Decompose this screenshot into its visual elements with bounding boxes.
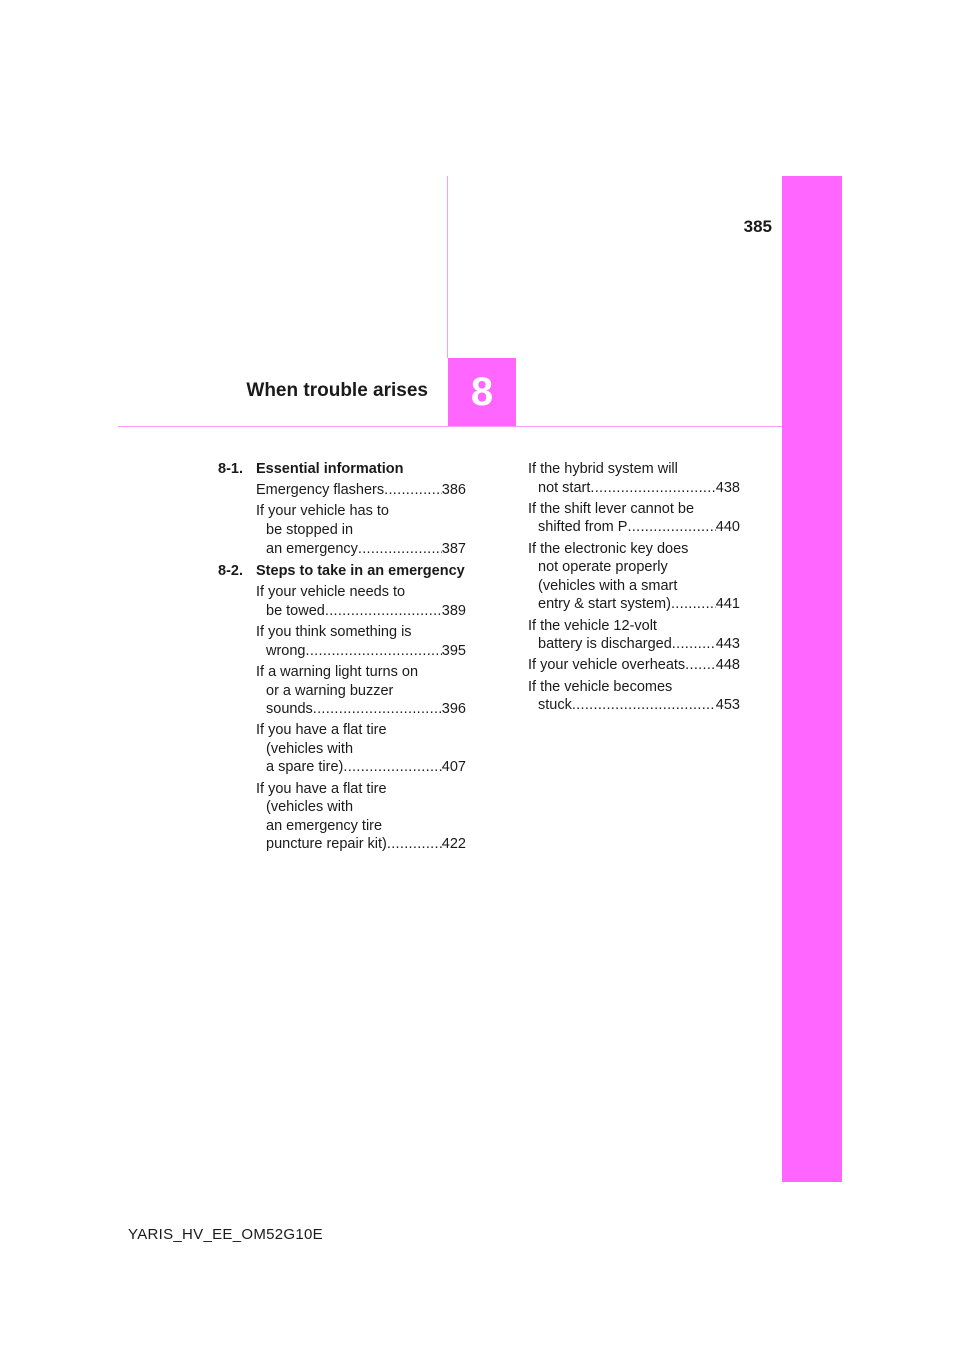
entry-text: (vehicles with a smart — [538, 577, 678, 594]
header-horizontal-rule — [118, 426, 782, 427]
toc-entry[interactable] — [528, 460, 740, 497]
toc-entry[interactable] — [528, 500, 740, 537]
dot-leader — [590, 479, 715, 498]
entry-text: If you have a flat tire — [256, 722, 387, 739]
dot-leader — [672, 635, 716, 654]
section-title[interactable]: Essential information — [256, 461, 404, 477]
toc-section — [218, 460, 466, 479]
dot-leader — [358, 540, 442, 559]
toc-entry[interactable] — [528, 617, 740, 654]
toc-entry[interactable] — [528, 540, 740, 614]
dot-leader — [685, 656, 716, 675]
entry-text: an emergency tire — [266, 817, 383, 834]
entry-page: 438 — [715, 479, 740, 496]
entry-text: If the vehicle becomes — [528, 678, 673, 695]
entry-text: battery is discharged — [538, 636, 672, 653]
entry-text: be towed — [266, 602, 325, 619]
entry-page: 422 — [441, 836, 466, 853]
toc-entry[interactable] — [256, 780, 466, 854]
toc-entry[interactable] — [528, 656, 740, 675]
dot-leader — [627, 518, 715, 537]
entry-text: If the vehicle 12-volt — [528, 617, 657, 634]
header-vertical-rule — [447, 176, 448, 358]
entry-text: If you think something is — [256, 624, 412, 641]
entry-page: 440 — [715, 519, 740, 536]
toc-entry[interactable] — [256, 583, 466, 620]
toc-right-column — [528, 460, 740, 715]
toc-entry[interactable] — [256, 623, 466, 660]
toc-section — [218, 562, 466, 581]
entry-text: sounds — [266, 701, 313, 718]
entry-page: 389 — [441, 602, 466, 619]
entry-text: shifted from P — [538, 519, 628, 536]
toc-left-column — [218, 460, 466, 854]
entry-text: If a warning light turns on — [256, 663, 419, 680]
entry-text: If your vehicle needs to — [256, 584, 406, 601]
entry-page: 386 — [441, 482, 466, 499]
dot-leader — [671, 595, 716, 614]
entry-text: stuck — [538, 697, 572, 714]
page-number: 385 — [743, 217, 772, 236]
entry-text: If the electronic key does — [528, 540, 689, 557]
entry-text: If the hybrid system will — [528, 461, 678, 477]
document-code-footer: YARIS_HV_EE_OM52G10E — [128, 1226, 323, 1243]
entry-text: If your vehicle has to — [256, 503, 389, 520]
section-number: 8-2. — [218, 563, 243, 580]
dot-leader — [343, 758, 441, 777]
dot-leader — [306, 642, 442, 661]
chapter-side-tab — [782, 176, 842, 1182]
entry-text: or a warning buzzer — [266, 682, 394, 699]
entry-text: Emergency flashers — [256, 482, 385, 499]
entry-text: be stopped in — [266, 521, 354, 538]
dot-leader — [313, 700, 442, 719]
entry-page: 448 — [715, 657, 740, 674]
entry-text: entry & start system) — [538, 596, 671, 613]
entry-text: wrong — [266, 642, 306, 659]
entry-page: 453 — [715, 697, 740, 714]
toc-entry[interactable] — [256, 481, 466, 500]
entry-page: 387 — [441, 540, 466, 557]
entry-text: a spare tire) — [266, 759, 344, 776]
entry-text: not start — [538, 479, 591, 496]
dot-leader — [384, 481, 442, 500]
dot-leader — [387, 835, 442, 854]
entry-page: 396 — [441, 701, 466, 718]
section-title[interactable]: Steps to take in an emergency — [256, 563, 465, 580]
section-number: 8-1. — [218, 461, 243, 477]
toc-entry[interactable] — [528, 678, 740, 715]
toc-entry[interactable] — [256, 663, 466, 719]
entry-page: 407 — [441, 759, 466, 776]
entry-page: 395 — [441, 642, 466, 659]
dot-leader — [572, 696, 716, 715]
entry-text: puncture repair kit) — [266, 836, 387, 853]
entry-page: 441 — [715, 596, 740, 613]
entry-text: If you have a flat tire — [256, 780, 387, 797]
toc-entry[interactable] — [256, 502, 466, 558]
entry-text: an emergency — [266, 540, 358, 557]
toc-entry[interactable] — [256, 721, 466, 777]
entry-text: If the shift lever cannot be — [528, 500, 695, 517]
entry-page: 443 — [715, 636, 740, 653]
dot-leader — [325, 602, 442, 621]
chapter-title: When trouble arises — [246, 380, 428, 401]
entry-text: If your vehicle overheats — [528, 657, 686, 674]
chapter-number-box: 8 — [448, 358, 516, 426]
entry-text: (vehicles with — [266, 799, 354, 816]
entry-text: (vehicles with — [266, 740, 354, 757]
entry-text: not operate properly — [538, 559, 668, 576]
